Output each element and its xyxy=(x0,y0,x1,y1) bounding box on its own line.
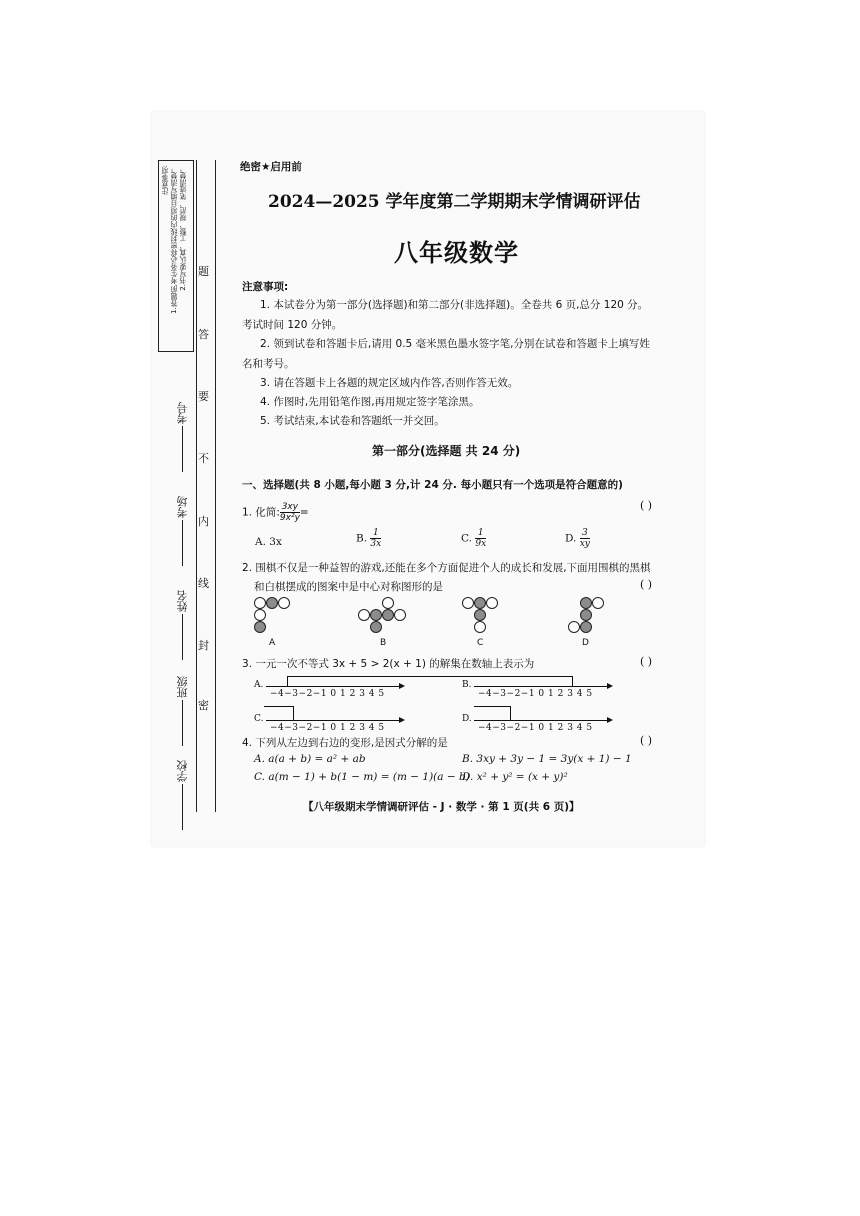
margin-notice-line2: 2.书写要认真、工整、规范、笔迹清楚。 xyxy=(179,165,187,291)
q1-option-b: B. $\frac{1}{3x}$ xyxy=(356,528,382,549)
notes-heading: 注意事项: xyxy=(242,281,289,293)
solution-bracket-b xyxy=(572,676,573,686)
margin-notice-title: 注意事项: xyxy=(161,165,169,196)
q4-option-b: B. 3xy + 3y − 1 = 3y(x + 1) − 1 xyxy=(462,753,632,765)
seal-char-2: 答 xyxy=(198,328,209,341)
seal-line-1 xyxy=(196,160,197,812)
seal-char-4: 不 xyxy=(198,452,209,465)
q1-option-a: A. 3x xyxy=(255,536,282,548)
part1-heading: 第一部分(选择题 共 24 分) xyxy=(372,444,521,458)
exam-subtitle: 八年级数学 xyxy=(394,239,519,267)
solution-bracket-d xyxy=(474,706,510,707)
q3-stem: 3. 一元一次不等式 3x + 5 > 2(x + 1) 的解集在数轴上表示为 xyxy=(242,658,535,670)
q4-option-d: D. x² + y² = (x + y)² xyxy=(462,771,568,783)
note-line: 考试时间 120 分钟。 xyxy=(242,319,343,331)
number-line-a: A. −4−3−2−1 0 1 2 3 4 5 xyxy=(254,678,404,700)
number-line-d: D. −4−3−2−1 0 1 2 3 4 5 xyxy=(462,712,612,734)
answer-paren-q1: ( ) xyxy=(640,499,653,512)
field-name: 姓名 xyxy=(175,590,191,662)
q4-option-c: C. a(m − 1) + b(1 − m) = (m − 1)(a − b) xyxy=(254,771,470,783)
page-footer: 【八年级期末学情调研评估 - J · 数学 · 第 1 页(共 6 页)】 xyxy=(303,801,580,813)
go-label-c: C xyxy=(477,638,484,648)
answer-paren-q3: ( ) xyxy=(640,655,653,668)
seal-char-6: 线 xyxy=(198,577,209,590)
note-line: 1. 本试卷分为第一部分(选择题)和第二部分(非选择题)。全卷共 6 页,总分 120 分。 xyxy=(260,299,649,311)
number-line-b: B. −4−3−2−1 0 1 2 3 4 5 xyxy=(462,678,612,700)
solution-bracket-c xyxy=(264,706,293,707)
field-school: 学校 xyxy=(175,760,191,832)
q4-stem: 4. 下列从左边到右边的变形,是因式分解的是 xyxy=(242,737,448,749)
seal-line-2 xyxy=(215,160,216,812)
field-exam-room: 考场 xyxy=(175,496,191,568)
go-label-d: D xyxy=(582,638,589,648)
field-exam-number: 考号 xyxy=(175,402,191,474)
seal-char-1: 题 xyxy=(198,265,209,278)
go-label-b: B xyxy=(380,638,387,648)
seal-char-8: 密 xyxy=(198,699,209,712)
note-line: 2. 领到试卷和答题卡后,请用 0.5 毫米黑色墨水签字笔,分别在试卷和答题卡上填写姓 xyxy=(260,338,650,350)
q1-option-c: C. $\frac{1}{9x}$ xyxy=(461,528,487,549)
note-line: 5. 考试结束,本试卷和答题纸一并交回。 xyxy=(260,415,445,427)
secret-mark: 绝密★启用前 xyxy=(240,161,302,173)
section-heading: 一、选择题(共 8 小题,每小题 3 分,计 24 分. 每小题只有一个选项是符合题意的) xyxy=(242,479,623,491)
q4-option-a: A. a(a + b) = a² + ab xyxy=(254,753,366,765)
note-line: 3. 请在答题卡上各题的规定区域内作答,否则作答无效。 xyxy=(260,377,519,389)
go-label-a: A xyxy=(269,638,276,648)
q1-equals: = xyxy=(299,506,309,519)
exam-title: 2024—2025 学年度第二学期期末学情调研评估 xyxy=(268,192,641,212)
q2-line1: 2. 围棋不仅是一种益智的游戏,还能在多个方面促进个人的成长和发展,下面用围棋的黑棋 xyxy=(242,562,651,574)
answer-paren-q2: ( ) xyxy=(640,578,653,591)
field-class: 班级 xyxy=(175,676,191,748)
q1-option-d: D. $\frac{3}{xy}$ xyxy=(565,528,590,549)
seal-char-7: 封 xyxy=(198,639,209,652)
q2-line2: 和白棋摆成的图案中是中心对称图形的是 xyxy=(254,581,443,593)
seal-char-5: 内 xyxy=(198,515,209,528)
number-line-c: C. −4−3−2−1 0 1 2 3 4 5 xyxy=(254,712,404,734)
q1-stem: 1. 化简: xyxy=(242,506,280,519)
answer-paren-q4: ( ) xyxy=(640,734,653,747)
q1-fraction: $\frac{3xy}{\text{9x²y}}$ xyxy=(279,502,300,523)
margin-notice-box xyxy=(158,160,194,352)
solution-bracket-a xyxy=(287,676,573,677)
note-line: 4. 作图时,先用铅笔作图,再用规定签字笔涂黑。 xyxy=(260,396,480,408)
question-1 xyxy=(242,502,309,523)
note-line: 名和考号。 xyxy=(242,358,295,370)
margin-notice-line1: 1.答题前,考生务必将密封线内的项目填写清楚。 xyxy=(170,165,178,314)
seal-char-3: 要 xyxy=(198,390,209,403)
